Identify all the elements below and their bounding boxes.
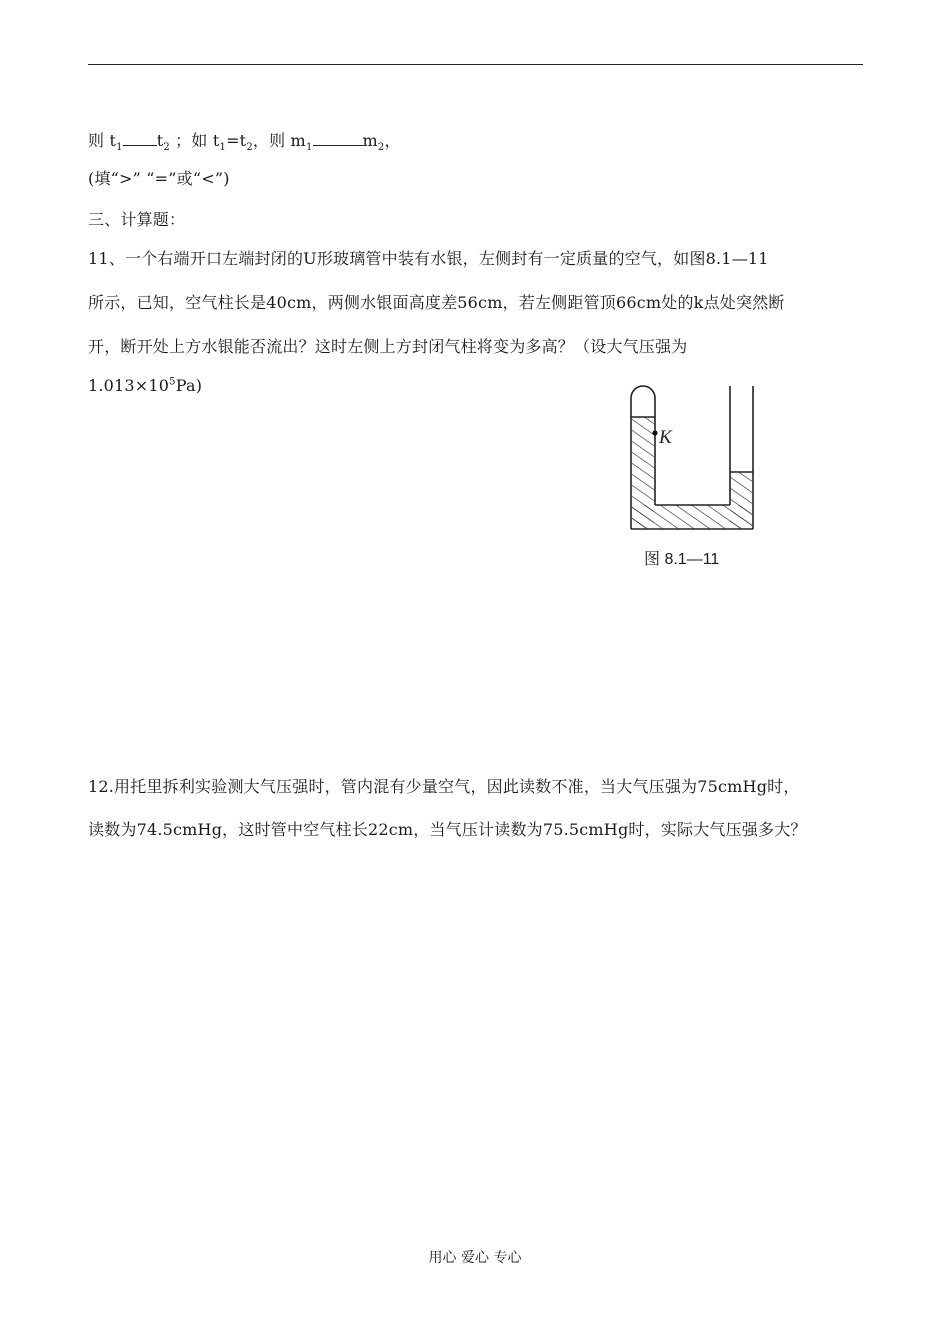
text-segment: 则 t bbox=[88, 131, 117, 150]
question-10-tail bbox=[88, 128, 401, 153]
fill-instruction: (填“>” “=”或“<”) bbox=[88, 169, 230, 188]
subscript: 1 bbox=[219, 142, 227, 154]
text-segment: 1.013×10 bbox=[88, 376, 170, 395]
question-12-line-2: 读数为74.5cmHg，这时管中空气柱长22cm，当气压计读数为75.5cmHg时，实际大气压强多大？ bbox=[88, 820, 807, 839]
page-footer: 用心 爱心 专心 bbox=[428, 1250, 522, 1266]
right-mercury-column bbox=[730, 472, 752, 529]
answer-blank bbox=[123, 131, 157, 146]
point-k-dot bbox=[652, 430, 657, 435]
question-11-line-2: 所示，已知，空气柱长是40cm，两侧水银面高度差56cm，若左侧距管顶66cm处的k点处突然断 bbox=[88, 293, 785, 312]
u-tube-diagram bbox=[628, 384, 758, 534]
subscript: 1 bbox=[305, 142, 313, 154]
answer-blank bbox=[313, 131, 363, 146]
question-11-line-1: 11、一个右端开口左端封闭的U形玻璃管中装有水银，左侧封有一定质量的空气，如图8.1—11 bbox=[88, 249, 769, 268]
subscript: 1 bbox=[116, 142, 123, 154]
text-segment: ；如 t bbox=[169, 131, 220, 150]
subscript: 2 bbox=[377, 142, 385, 154]
header-rule bbox=[88, 64, 863, 65]
text-segment: m bbox=[362, 131, 378, 150]
text-segment: ，则 m bbox=[252, 131, 306, 150]
figure-caption: 图 8.1—11 bbox=[644, 551, 720, 568]
subscript: 2 bbox=[163, 142, 170, 154]
text-segment: ， bbox=[384, 131, 401, 150]
point-k-label: K bbox=[659, 427, 672, 448]
text-segment: Pa) bbox=[175, 376, 203, 395]
text-segment: =t bbox=[226, 131, 247, 150]
section-heading: 三、计算题： bbox=[88, 210, 186, 229]
text-segment: t bbox=[156, 131, 164, 150]
superscript: 5 bbox=[169, 376, 176, 388]
question-12-line-1: 12.用托里拆利实验测大气压强时，管内混有少量空气，因此读数不准，当大气压强为75cmHg时， bbox=[88, 777, 800, 796]
question-11-line-3: 开，断开处上方水银能否流出？这时左侧上方封闭气柱将变为多高？（设大气压强为 bbox=[88, 337, 688, 356]
u-tube-figure bbox=[628, 384, 758, 534]
subscript: 2 bbox=[246, 142, 253, 154]
question-11-line-4 bbox=[88, 376, 202, 395]
